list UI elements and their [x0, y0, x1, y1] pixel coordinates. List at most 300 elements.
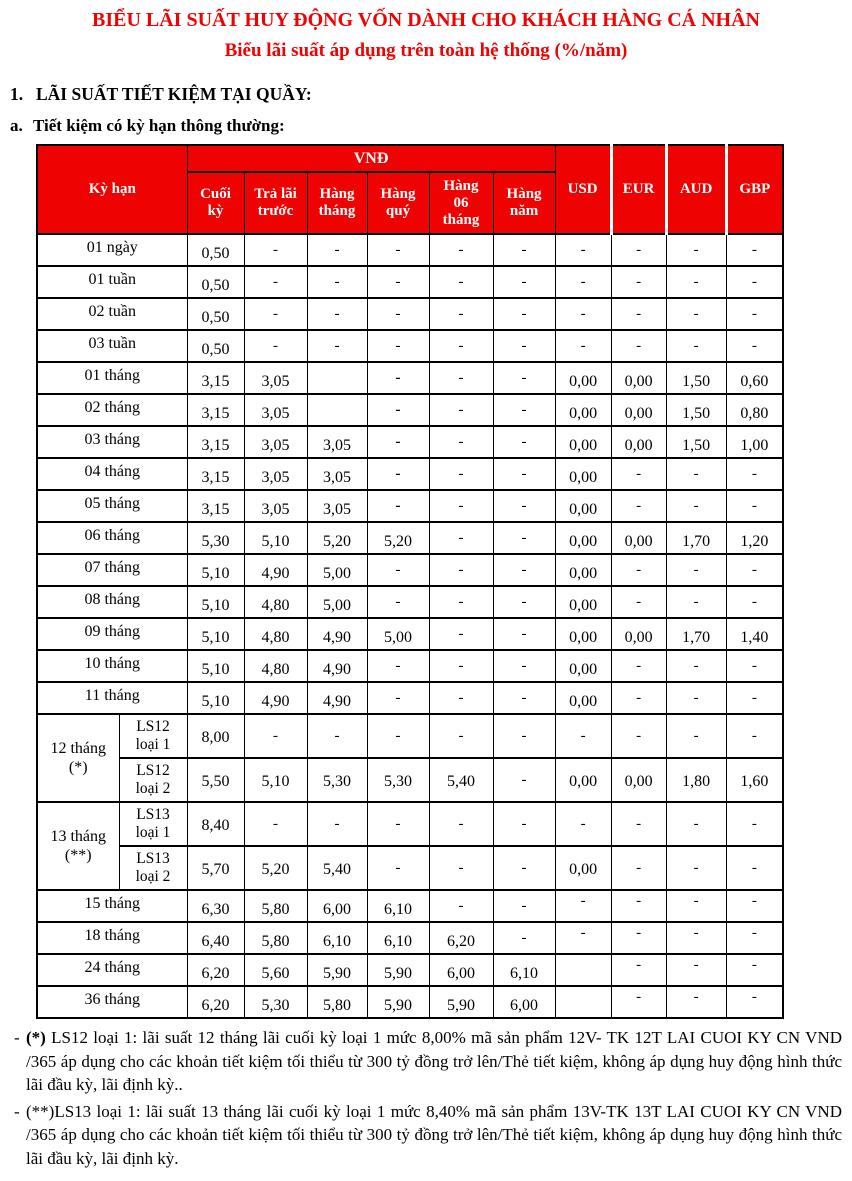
rate-cell: 0,00	[611, 758, 666, 802]
rate-cell-dash: -	[611, 458, 666, 490]
rate-cell-blank	[555, 954, 611, 986]
rate-cell: 1,00	[726, 426, 783, 458]
table-row	[37, 554, 783, 586]
term-cell	[37, 586, 187, 618]
rate-cell: 5,00	[307, 586, 367, 618]
rate-cell: 5,20	[367, 522, 429, 554]
rate-cell: 0,50	[187, 266, 244, 298]
rate-cell-dash: -	[493, 802, 555, 846]
rate-cell-dash: -	[611, 234, 666, 266]
rate-cell-dash: -	[726, 986, 783, 1018]
product-type-cell: LS12 loại 1	[119, 714, 187, 758]
rate-cell: 4,90	[307, 682, 367, 714]
rate-cell-dash: -	[726, 586, 783, 618]
rate-cell-dash: -	[367, 650, 429, 682]
rate-cell-blank	[307, 394, 367, 426]
rate-cell-dash: -	[429, 298, 493, 330]
rate-cell: 0,00	[555, 362, 611, 394]
table-row	[37, 426, 783, 458]
rate-cell: 5,30	[187, 522, 244, 554]
rate-cell-dash: -	[367, 426, 429, 458]
rate-cell: 4,90	[307, 618, 367, 650]
rate-cell-dash: -	[555, 266, 611, 298]
term-label: 13 tháng	[50, 828, 107, 845]
rate-cell-dash: -	[429, 714, 493, 758]
rate-cell-dash: -	[429, 426, 493, 458]
rate-cell-dash: -	[244, 266, 307, 298]
term-cell	[37, 890, 187, 922]
rate-cell: 1,40	[726, 618, 783, 650]
column-header-gbp: GBP	[726, 145, 783, 234]
footnote-marker: (*)	[26, 1028, 46, 1047]
rate-cell: 0,00	[555, 846, 611, 890]
column-header-hang-quy: Hàng quý	[367, 172, 429, 234]
rate-cell: 0,50	[187, 234, 244, 266]
rate-cell: 0,00	[555, 522, 611, 554]
table-row	[37, 330, 783, 362]
table-row	[37, 234, 783, 266]
rate-cell: 4,90	[307, 650, 367, 682]
rate-cell-dash: -	[666, 266, 726, 298]
rate-cell: 3,15	[187, 458, 244, 490]
rate-cell: 1,70	[666, 618, 726, 650]
rate-cell-dash: -	[493, 362, 555, 394]
rate-cell: 6,20	[187, 954, 244, 986]
table-row	[37, 586, 783, 618]
rate-cell: 4,90	[244, 682, 307, 714]
rate-cell: 6,00	[493, 986, 555, 1018]
rate-cell: 5,10	[187, 650, 244, 682]
rate-cell: 5,10	[187, 586, 244, 618]
rate-cell-dash: -	[611, 650, 666, 682]
rate-cell-dash: -	[367, 802, 429, 846]
term-label: 03 tháng	[84, 431, 141, 448]
rate-cell-dash: -	[429, 650, 493, 682]
rate-cell: 5,10	[244, 758, 307, 802]
rate-cell: 0,00	[555, 618, 611, 650]
rate-cell: 6,20	[187, 986, 244, 1018]
table-row	[37, 618, 783, 650]
rate-cell-dash: -	[367, 394, 429, 426]
rate-cell: 3,05	[244, 362, 307, 394]
rate-cell-dash: -	[666, 586, 726, 618]
subsection-a-letter: a.	[10, 116, 23, 135]
rate-cell-dash: -	[429, 490, 493, 522]
rate-cell: 3,05	[307, 458, 367, 490]
rate-cell-dash: -	[666, 458, 726, 490]
footnote-bullet: -	[14, 1028, 20, 1047]
rate-cell-dash: -	[555, 234, 611, 266]
term-label: 05 tháng	[84, 495, 141, 512]
rate-cell-dash: -	[367, 330, 429, 362]
column-header-eur: EUR	[611, 145, 666, 234]
rate-cell: 5,30	[244, 986, 307, 1018]
table-row	[37, 922, 783, 954]
term-label: 01 tuần	[88, 271, 137, 288]
rate-cell: 1,50	[666, 362, 726, 394]
term-cell	[37, 266, 187, 298]
rate-cell: 5,90	[307, 954, 367, 986]
rate-cell: 0,60	[726, 362, 783, 394]
rate-cell-dash: -	[611, 802, 666, 846]
rate-cell-dash: -	[555, 890, 611, 922]
rate-cell-dash: -	[493, 234, 555, 266]
rate-cell: 5,90	[429, 986, 493, 1018]
rate-cell: 0,00	[611, 522, 666, 554]
rate-cell: 0,00	[555, 426, 611, 458]
rate-cell: 3,15	[187, 490, 244, 522]
rate-cell-dash: -	[367, 298, 429, 330]
term-cell	[37, 362, 187, 394]
rate-cell-dash: -	[666, 986, 726, 1018]
rate-cell-dash: -	[726, 298, 783, 330]
rate-cell-dash: -	[726, 922, 783, 954]
term-label: 06 tháng	[84, 527, 141, 544]
rate-cell: 0,00	[611, 362, 666, 394]
rate-cell-dash: -	[429, 266, 493, 298]
rate-cell: 5,80	[244, 922, 307, 954]
rate-cell-dash: -	[244, 330, 307, 362]
rate-cell: 0,00	[555, 586, 611, 618]
table-row	[37, 394, 783, 426]
column-header-tra-lai-truoc: Trả lãi trước	[244, 172, 307, 234]
rate-cell: 6,10	[367, 890, 429, 922]
table-row	[37, 758, 783, 802]
rate-cell: 1,80	[666, 758, 726, 802]
rate-cell: 0,00	[555, 650, 611, 682]
rate-cell: 6,30	[187, 890, 244, 922]
rate-cell: 5,80	[244, 890, 307, 922]
rate-cell: 5,20	[307, 522, 367, 554]
rate-cell: 5,20	[244, 846, 307, 890]
rate-cell-dash: -	[666, 714, 726, 758]
rate-cell-dash: -	[726, 266, 783, 298]
rate-cell-dash: -	[429, 458, 493, 490]
rate-cell: 5,10	[187, 618, 244, 650]
rate-cell-dash: -	[367, 490, 429, 522]
footnote-bullet: -	[14, 1101, 20, 1121]
rate-cell: 5,00	[307, 554, 367, 586]
document-title: BIỂU LÃI SUẤT HUY ĐỘNG VỐN DÀNH CHO KHÁCH HÀNG CÁ NHÂN	[91, 9, 761, 31]
rate-cell: 1,20	[726, 522, 783, 554]
term-cell	[37, 922, 187, 954]
column-header-hang-06-thang: Hàng 06 tháng	[429, 172, 493, 234]
rate-cell-dash: -	[429, 846, 493, 890]
footnote	[14, 1026, 842, 1097]
rate-cell: 6,00	[307, 890, 367, 922]
rate-cell-dash: -	[555, 714, 611, 758]
rate-cell: 4,80	[244, 618, 307, 650]
column-header-hang-nam: Hàng năm	[493, 172, 555, 234]
rate-cell-dash: -	[367, 266, 429, 298]
rate-cell: 1,70	[666, 522, 726, 554]
term-label: 04 tháng	[84, 463, 141, 480]
rate-cell-dash: -	[493, 330, 555, 362]
term-label: 07 tháng	[84, 559, 141, 576]
rate-cell-dash: -	[493, 618, 555, 650]
rate-cell-dash: -	[666, 890, 726, 922]
rate-cell-dash: -	[429, 330, 493, 362]
term-cell	[37, 682, 187, 714]
rate-cell: 3,15	[187, 362, 244, 394]
rate-cell: 3,05	[244, 394, 307, 426]
table-row	[37, 802, 783, 846]
rate-cell: 8,40	[187, 802, 244, 846]
term-cell	[37, 426, 187, 458]
term-label: 03 tuần	[88, 335, 137, 352]
term-note: (*)	[68, 759, 88, 776]
interest-rate-table	[36, 144, 784, 1019]
rate-cell: 0,00	[555, 758, 611, 802]
rate-cell: 5,00	[367, 618, 429, 650]
rate-cell-dash: -	[493, 650, 555, 682]
term-label: 01 tháng	[84, 367, 141, 384]
rate-cell-dash: -	[726, 714, 783, 758]
rate-cell: 1,50	[666, 394, 726, 426]
rate-cell-dash: -	[429, 802, 493, 846]
rate-cell-dash: -	[244, 802, 307, 846]
term-label: 11 tháng	[84, 687, 140, 704]
term-cell	[37, 298, 187, 330]
rate-cell: 0,00	[611, 426, 666, 458]
footnote-marker: (**)	[26, 1101, 55, 1121]
rate-cell-dash: -	[726, 802, 783, 846]
term-cell	[37, 650, 187, 682]
rate-cell: 0,00	[555, 394, 611, 426]
rate-cell-dash: -	[611, 682, 666, 714]
rate-cell-dash: -	[367, 234, 429, 266]
column-header-term: Kỳ hạn	[37, 145, 187, 234]
rate-cell-dash: -	[493, 682, 555, 714]
term-cell	[37, 802, 119, 890]
document-page	[0, 8, 852, 1170]
rate-cell-dash: -	[666, 682, 726, 714]
rate-cell: 0,80	[726, 394, 783, 426]
term-cell	[37, 490, 187, 522]
term-label: 24 tháng	[84, 959, 141, 976]
term-cell	[37, 714, 119, 802]
rate-cell-dash: -	[666, 922, 726, 954]
rate-cell-dash: -	[493, 714, 555, 758]
rate-cell: 5,60	[244, 954, 307, 986]
term-cell	[37, 330, 187, 362]
rate-cell: 6,10	[307, 922, 367, 954]
rate-cell-dash: -	[429, 554, 493, 586]
rate-cell: 6,10	[367, 922, 429, 954]
rate-cell-dash: -	[611, 266, 666, 298]
term-note: (**)	[64, 847, 92, 864]
rate-cell: 5,80	[307, 986, 367, 1018]
rate-cell: 5,30	[367, 758, 429, 802]
rate-cell: 4,80	[244, 586, 307, 618]
rate-cell: 0,00	[555, 682, 611, 714]
rate-cell-dash: -	[611, 586, 666, 618]
rate-cell: 4,80	[244, 650, 307, 682]
table-row	[37, 362, 783, 394]
rate-cell-dash: -	[726, 650, 783, 682]
rate-cell-dash: -	[611, 846, 666, 890]
rate-cell-dash: -	[611, 330, 666, 362]
footnotes	[14, 1026, 842, 1170]
term-cell	[37, 618, 187, 650]
term-cell	[37, 554, 187, 586]
rate-cell: 3,05	[244, 490, 307, 522]
term-label: 12 tháng	[50, 740, 107, 757]
rate-cell: 3,05	[244, 426, 307, 458]
rate-cell-dash: -	[726, 890, 783, 922]
rate-cell-dash: -	[666, 234, 726, 266]
rate-cell-dash: -	[493, 554, 555, 586]
term-cell	[37, 234, 187, 266]
rate-cell-dash: -	[555, 922, 611, 954]
rate-cell-dash: -	[429, 362, 493, 394]
footnote	[14, 1100, 842, 1171]
rate-cell-dash: -	[611, 554, 666, 586]
rate-cell-dash: -	[367, 682, 429, 714]
rate-cell-dash: -	[611, 954, 666, 986]
rate-cell-dash: -	[429, 394, 493, 426]
rate-cell: 0,00	[555, 458, 611, 490]
rate-cell-dash: -	[726, 458, 783, 490]
rate-cell-dash: -	[307, 330, 367, 362]
term-label: 02 tuần	[88, 303, 137, 320]
rate-cell-dash: -	[493, 458, 555, 490]
rate-cell-dash: -	[666, 554, 726, 586]
rate-cell-dash: -	[307, 266, 367, 298]
rate-cell-dash: -	[367, 554, 429, 586]
rate-cell: 4,90	[244, 554, 307, 586]
rate-cell-dash: -	[367, 586, 429, 618]
rate-cell: 6,20	[429, 922, 493, 954]
rate-cell: 5,10	[187, 682, 244, 714]
section-1-heading	[10, 84, 852, 105]
rate-cell-dash: -	[367, 362, 429, 394]
column-header-usd: USD	[555, 145, 611, 234]
rate-cell-dash: -	[666, 330, 726, 362]
rate-cell-dash: -	[244, 714, 307, 758]
rate-cell-dash: -	[307, 298, 367, 330]
rate-cell-dash: -	[493, 298, 555, 330]
term-cell	[37, 458, 187, 490]
rate-cell-dash: -	[726, 234, 783, 266]
rate-cell-dash: -	[493, 522, 555, 554]
table-row	[37, 490, 783, 522]
rate-cell-dash: -	[307, 234, 367, 266]
subsection-a-title: Tiết kiệm có kỳ hạn thông thường:	[33, 116, 285, 135]
rate-cell: 0,00	[611, 618, 666, 650]
rate-cell: 5,90	[367, 986, 429, 1018]
term-cell	[37, 954, 187, 986]
rate-cell-dash: -	[493, 846, 555, 890]
rate-cell-dash: -	[666, 954, 726, 986]
rate-cell-dash: -	[493, 426, 555, 458]
rate-cell-dash: -	[493, 890, 555, 922]
table-header-row-1	[37, 145, 783, 172]
rate-cell-dash: -	[367, 458, 429, 490]
table-row	[37, 890, 783, 922]
rate-cell-dash: -	[666, 490, 726, 522]
rate-cell-dash: -	[726, 490, 783, 522]
table-row	[37, 846, 783, 890]
term-cell	[37, 394, 187, 426]
rate-cell-dash: -	[726, 554, 783, 586]
rate-cell-dash: -	[666, 650, 726, 682]
rate-cell-dash: -	[493, 266, 555, 298]
rate-cell: 6,00	[429, 954, 493, 986]
rate-cell: 0,50	[187, 330, 244, 362]
rate-cell-dash: -	[493, 586, 555, 618]
rate-cell: 0,50	[187, 298, 244, 330]
rate-cell-dash: -	[429, 618, 493, 650]
rate-cell-dash: -	[666, 802, 726, 846]
rate-cell: 5,30	[307, 758, 367, 802]
rate-cell-dash: -	[666, 846, 726, 890]
rate-cell: 5,40	[429, 758, 493, 802]
document-subtitle: Biểu lãi suất áp dụng trên toàn hệ thống (%/năm)	[224, 40, 628, 61]
rate-cell: 5,50	[187, 758, 244, 802]
rate-cell-dash: -	[555, 298, 611, 330]
rate-cell-dash: -	[429, 682, 493, 714]
table-row	[37, 266, 783, 298]
term-label: 15 tháng	[84, 895, 141, 912]
product-type-cell: LS13 loại 1	[119, 802, 187, 846]
rate-cell-dash: -	[244, 298, 307, 330]
rate-cell-dash: -	[666, 298, 726, 330]
rate-cell: 5,90	[367, 954, 429, 986]
product-type-cell: LS12 loại 2	[119, 758, 187, 802]
rate-cell-blank	[555, 986, 611, 1018]
rate-cell-dash: -	[429, 890, 493, 922]
rate-cell: 5,10	[244, 522, 307, 554]
footnote-text: LS13 loại 1: lãi suất 13 tháng lãi cuối kỳ loại 1 mức 8,40% mã sản phẩm 13V-TK 13T LAI CUOI KY CN VND /365 áp dụng cho các khoản tiết kiệm tối thiểu từ 300 tỷ đồng trở lên/Thẻ tiết kiệm, không áp dụng huy động hình thức lãi đầu kỳ, lãi định kỳ.	[26, 1101, 842, 1168]
rate-cell-dash: -	[555, 802, 611, 846]
rate-cell: 5,70	[187, 846, 244, 890]
column-header-cuoi-ky: Cuối kỳ	[187, 172, 244, 234]
rate-cell-dash: -	[429, 234, 493, 266]
rate-cell-dash: -	[611, 298, 666, 330]
rate-cell-dash: -	[493, 922, 555, 954]
rate-cell-dash: -	[726, 682, 783, 714]
rate-cell-dash: -	[611, 986, 666, 1018]
rate-cell-dash: -	[367, 846, 429, 890]
rate-cell-dash: -	[493, 394, 555, 426]
section-1-title: LÃI SUẤT TIẾT KIỆM TẠI QUẦY:	[36, 84, 312, 104]
rate-cell-dash: -	[493, 490, 555, 522]
table-row	[37, 986, 783, 1018]
table-row	[37, 954, 783, 986]
rate-cell: 6,40	[187, 922, 244, 954]
term-label: 10 tháng	[84, 655, 141, 672]
rate-cell: 5,40	[307, 846, 367, 890]
rate-cell-dash: -	[429, 586, 493, 618]
rate-cell: 1,60	[726, 758, 783, 802]
term-cell	[37, 522, 187, 554]
rate-cell-dash: -	[726, 330, 783, 362]
rate-cell: 3,05	[307, 490, 367, 522]
rate-cell: 3,15	[187, 394, 244, 426]
product-type-cell: LS13 loại 2	[119, 846, 187, 890]
rate-cell-dash: -	[611, 490, 666, 522]
table-row	[37, 682, 783, 714]
rate-cell: 5,10	[187, 554, 244, 586]
section-1-number: 1.	[10, 84, 24, 104]
rate-cell: 8,00	[187, 714, 244, 758]
column-header-aud: AUD	[666, 145, 726, 234]
footnote-text: LS12 loại 1: lãi suất 12 tháng lãi cuối kỳ loại 1 mức 8,00% mã sản phẩm 12V- TK 12T LAI CUOI KY CN VND /365 áp dụng cho các khoản tiết kiệm tối thiểu từ 300 tỷ đồng trở lên/Thẻ tiết kiệm, không áp dụng huy động hình thức lãi đầu kỳ, lãi định kỳ..	[26, 1028, 842, 1094]
rate-cell: 0,00	[555, 554, 611, 586]
rate-cell: 1,50	[666, 426, 726, 458]
table-row	[37, 458, 783, 490]
